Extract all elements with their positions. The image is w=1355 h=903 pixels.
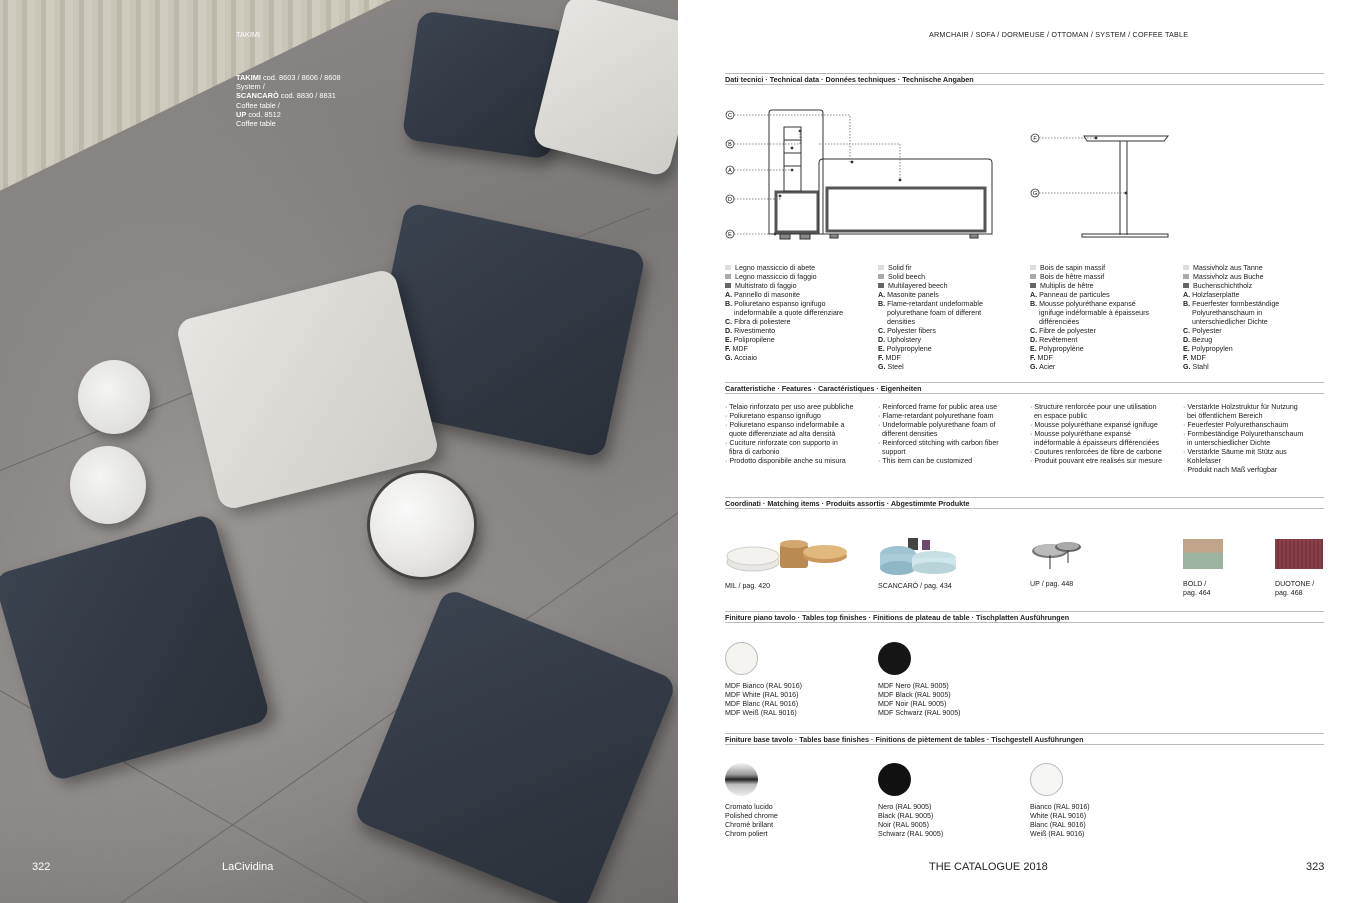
material-row <box>1183 354 1279 363</box>
feature-line: Kohlefaser <box>1183 457 1221 465</box>
finish-swatch-white[interactable] <box>725 642 758 675</box>
finish-label: Bianco (RAL 9016) White (RAL 9016) Blanc (RAL 9016) Weiß (RAL 9016) <box>1030 803 1090 838</box>
material-row <box>1183 345 1279 354</box>
material-text: Massivholz aus Tanne <box>1193 264 1263 272</box>
material-row <box>878 318 983 327</box>
matching-label[interactable]: BOLD / pag. 464 <box>1183 580 1211 597</box>
feature-line: · Mousse polyuréthane expansé <box>1030 430 1131 438</box>
page-number-left: 322 <box>32 861 51 873</box>
feature-line: bei öffentlichem Bereich <box>1183 412 1263 420</box>
callout-labels <box>726 111 734 238</box>
finish-swatch-black[interactable] <box>878 763 911 796</box>
material-text: Feuerfester formbeständige <box>1192 300 1280 308</box>
section-features: Caratteristiche · Features · Caractéristiques · Eigenheiten <box>725 382 1324 394</box>
feature-line: indéformable à épaisseurs différenciées <box>1030 439 1160 447</box>
material-row <box>1030 291 1149 300</box>
caption-line: Coffee table / <box>236 100 280 110</box>
feature-line: · Mousse polyuréthane expansé ignifuge <box>1030 421 1158 429</box>
material-text: Polyester <box>1192 327 1222 335</box>
material-text: MDF <box>732 345 748 353</box>
page-number-right: 323 <box>1306 861 1325 873</box>
feature-line: · Telaio rinforzato per uso aree pubbliche <box>725 403 854 411</box>
ottoman-outline <box>819 159 992 234</box>
photo-section-label: TAKIMI <box>236 30 261 39</box>
material-text: MDF <box>885 354 901 362</box>
material-key: F. <box>1183 354 1189 362</box>
material-key: G. <box>1030 363 1038 371</box>
materials-column <box>1183 264 1279 372</box>
material-row <box>1030 300 1149 309</box>
material-text: MDF <box>1037 354 1053 362</box>
feature-line: quote differenziate ad alta densità <box>725 430 836 438</box>
material-row <box>878 336 983 345</box>
material-row <box>1030 318 1149 327</box>
material-text: densities <box>887 318 915 326</box>
ottoman-dark <box>352 587 677 903</box>
armchair-base <box>776 192 818 232</box>
materials-column <box>1030 264 1149 372</box>
material-swatch <box>1030 274 1036 279</box>
feature-line: in unterschiedlicher Dichte <box>1183 439 1271 447</box>
material-row <box>725 336 843 345</box>
material-key: D. <box>725 327 733 335</box>
material-key: E. <box>725 336 732 344</box>
material-key: B. <box>1183 300 1191 308</box>
material-text: Fibre de polyester <box>1039 327 1096 335</box>
technical-drawing <box>720 100 1180 245</box>
material-row <box>725 309 843 318</box>
material-row <box>725 327 843 336</box>
material-swatch <box>1030 283 1036 288</box>
features-column <box>1030 403 1162 466</box>
caption-line: System / <box>236 82 265 92</box>
photo-caption <box>236 73 341 128</box>
material-text: Polyurethanschaum in <box>1192 309 1263 317</box>
feature-line: · Verstärkte Säume mit Stütz aus <box>1183 448 1287 456</box>
callout-D: D <box>728 197 732 203</box>
material-text: Acciaio <box>734 354 757 362</box>
material-text: Solid fir <box>888 264 912 272</box>
material-row <box>1183 282 1279 291</box>
stool-white <box>70 446 146 524</box>
materials-column <box>878 264 983 372</box>
finish-swatch-chrome[interactable] <box>725 763 758 796</box>
material-row <box>1030 336 1149 345</box>
material-key: F. <box>725 345 731 353</box>
materials-column <box>725 264 843 363</box>
material-row <box>725 282 843 291</box>
material-key: G. <box>1183 363 1191 371</box>
material-key: F. <box>878 354 884 362</box>
material-row <box>878 309 983 318</box>
material-text: Multilayered beech <box>888 282 948 290</box>
material-key: A. <box>1183 291 1191 299</box>
foot <box>780 234 790 239</box>
feature-line: · This item can be customized <box>878 457 973 465</box>
section-technical-data: Dati tecnici · Technical data · Données techniques · Technische Angaben <box>725 73 1324 85</box>
feature-line: · Prodotto disponibile anche su misura <box>725 457 846 465</box>
material-swatch <box>1183 265 1189 270</box>
material-swatch <box>878 274 884 279</box>
thumb-mil[interactable] <box>725 532 850 577</box>
finish-label: MDF Bianco (RAL 9016) MDF White (RAL 9016) MDF Blanc (RAL 9016) MDF Weiß (RAL 9016) <box>725 682 803 717</box>
material-key: B. <box>1030 300 1038 308</box>
material-text: Buchenschichtholz <box>1193 282 1253 290</box>
material-text: Bois de sapin massif <box>1040 264 1106 272</box>
material-key: B. <box>878 300 886 308</box>
material-text: Polyester fibers <box>887 327 936 335</box>
material-key: C. <box>725 318 733 326</box>
coffee-table-drawing <box>1082 136 1168 237</box>
material-text: Solid beech <box>888 273 926 281</box>
material-swatch <box>725 274 731 279</box>
stool-white <box>78 360 150 434</box>
material-row <box>1030 345 1149 354</box>
material-key: C. <box>1030 327 1038 335</box>
material-key: D. <box>878 336 886 344</box>
material-key: E. <box>1030 345 1037 353</box>
material-row <box>1183 273 1279 282</box>
feature-line: · Coutures renforcées de fibre de carbone <box>1030 448 1162 456</box>
material-text: Revêtement <box>1039 336 1078 344</box>
material-row <box>1183 264 1279 273</box>
material-text: Holzfaserplatte <box>1192 291 1240 299</box>
material-row <box>878 273 983 282</box>
material-row <box>1183 300 1279 309</box>
brand-logo: LaCividina <box>222 861 274 873</box>
material-row <box>725 345 843 354</box>
material-swatch <box>1183 274 1189 279</box>
material-text: Legno massiccio di faggio <box>735 273 817 281</box>
material-text: Polypropylene <box>886 345 932 353</box>
thumb-bold[interactable] <box>1183 539 1223 569</box>
material-text: Pannello di masonite <box>734 291 800 299</box>
material-row <box>878 300 983 309</box>
material-key: C. <box>1183 327 1191 335</box>
material-text: indeformabile a quote differenziare <box>734 309 844 317</box>
material-row <box>1030 264 1149 273</box>
feature-line: support <box>878 448 906 456</box>
material-row <box>1030 282 1149 291</box>
foot <box>800 234 810 239</box>
section-top-finishes: Finiture piano tavolo · Tables top finishes · Finitions de plateau de table · Tischplatten Ausführungen <box>725 611 1324 623</box>
feature-line: · Reinforced frame for public area use <box>878 403 998 411</box>
material-text: différenciées <box>1039 318 1080 326</box>
material-text: Poliuretano espanso ignifugo <box>734 300 826 308</box>
material-row <box>1030 273 1149 282</box>
material-text: ignifuge indéformable à épaisseurs <box>1039 309 1150 317</box>
ottoman-light <box>531 0 678 178</box>
feature-line: en espace public <box>1030 412 1088 420</box>
material-text: Masonite panels <box>887 291 939 299</box>
caption-line: UP cod. 8512 <box>236 109 281 119</box>
feature-line: · Produkt nach Maß verfügbar <box>1183 466 1278 474</box>
material-text: Multistrato di faggio <box>735 282 797 290</box>
material-swatch <box>878 283 884 288</box>
finish-swatch-white[interactable] <box>1030 763 1063 796</box>
material-key: D. <box>1183 336 1191 344</box>
thumb-duotone[interactable] <box>1275 539 1323 569</box>
finish-swatch-black[interactable] <box>878 642 911 675</box>
material-text: unterschiedlicher Dichte <box>1192 318 1268 326</box>
material-key: E. <box>878 345 885 353</box>
material-row <box>878 282 983 291</box>
matching-label[interactable]: MIL / pag. 420 <box>725 582 771 590</box>
features-column <box>725 403 853 466</box>
feature-line: · Reinforced stitching with carbon fiber <box>878 439 999 447</box>
material-key: D. <box>1030 336 1038 344</box>
material-row <box>1030 327 1149 336</box>
material-text: polyurethane foam of different <box>887 309 982 317</box>
material-row <box>1183 318 1279 327</box>
feature-line: · Poliuretano espanso indeformabile a <box>725 421 845 429</box>
material-row <box>878 345 983 354</box>
material-text: Multiplis de hêtre <box>1040 282 1094 290</box>
features-column <box>878 403 999 466</box>
ottoman-dark <box>0 513 271 783</box>
material-swatch <box>878 265 884 270</box>
feature-line: different densities <box>878 430 938 438</box>
feature-line: · Produit pouvant etre realisés sur mesure <box>1030 457 1163 465</box>
material-row <box>1030 309 1149 318</box>
material-row <box>725 354 843 363</box>
feature-line: · Formbeständige Polyurethanschaum <box>1183 430 1304 438</box>
callout-A: A <box>728 168 732 174</box>
category-header: ARMCHAIR / SOFA / DORMEUSE / OTTOMAN / SYSTEM / COFFEE TABLE <box>929 30 1189 39</box>
matching-label[interactable]: UP / pag. 448 <box>1030 580 1074 588</box>
feature-line: · Structure renforcée pour une utilisation <box>1030 403 1157 411</box>
feature-line: · Verstärkte Holzstruktur für Nutzung <box>1183 403 1298 411</box>
material-text: Legno massiccio di abete <box>735 264 816 272</box>
material-text: Rivestimento <box>734 327 776 335</box>
callout-B: B <box>728 142 732 148</box>
material-row <box>878 264 983 273</box>
catalogue-title: THE CATALOGUE 2018 <box>929 861 1048 873</box>
material-row <box>725 291 843 300</box>
feature-line: · Flame-retardant polyurethane foam <box>878 412 994 420</box>
material-text: Polypropylène <box>1038 345 1084 353</box>
material-row <box>725 300 843 309</box>
material-row <box>725 264 843 273</box>
material-key: E. <box>1183 345 1190 353</box>
thumb-scancaro[interactable] <box>878 530 963 578</box>
matching-label[interactable]: SCANCARÒ / pag. 434 <box>878 582 952 590</box>
section-base-finishes: Finiture base tavolo · Tables base finishes · Finitions de piètement de tables · Tischgestell Ausführungen <box>725 733 1324 745</box>
material-row <box>1183 309 1279 318</box>
material-key: G. <box>878 363 886 371</box>
callout-G: G <box>1032 191 1038 197</box>
material-key: A. <box>1030 291 1038 299</box>
material-row <box>1183 291 1279 300</box>
material-key: A. <box>878 291 886 299</box>
finish-label: Cromato lucido Polished chrome Chromé brillant Chrom poliert <box>725 803 778 838</box>
material-row <box>878 354 983 363</box>
material-row <box>1183 327 1279 336</box>
material-text: Polipropilene <box>733 336 775 344</box>
feature-line: fibra di carbonio <box>725 448 780 456</box>
material-row <box>1030 363 1149 372</box>
material-key: F. <box>1030 354 1036 362</box>
material-text: Polypropylen <box>1191 345 1233 353</box>
material-swatch <box>725 265 731 270</box>
finish-label: MDF Nero (RAL 9005) MDF Black (RAL 9005) MDF Noir (RAL 9005) MDF Schwarz (RAL 9005) <box>878 682 961 717</box>
caption-line: SCANCARÒ cod. 8830 / 8831 <box>236 91 336 101</box>
callout-C: C <box>728 113 732 119</box>
material-text: MDF <box>1190 354 1206 362</box>
thumb-up[interactable] <box>1030 535 1085 575</box>
caption-line: Coffee table <box>236 119 276 129</box>
material-row <box>878 327 983 336</box>
material-text: Bois de hêtre massif <box>1040 273 1105 281</box>
callout-F: F <box>1033 136 1037 142</box>
material-key: G. <box>725 354 733 362</box>
matching-label[interactable]: DUOTONE / pag. 468 <box>1275 580 1315 597</box>
material-row <box>878 291 983 300</box>
material-text: Stahl <box>1192 363 1209 371</box>
ottoman-base <box>827 188 985 231</box>
feature-line: · Cuciture rinforzate con supporto in <box>725 439 838 447</box>
callout-E: E <box>728 232 732 238</box>
material-text: Mousse polyuréthane expansé <box>1039 300 1136 308</box>
material-text: Acier <box>1039 363 1056 371</box>
material-row <box>725 318 843 327</box>
armchair-back-foam <box>784 127 801 191</box>
material-row <box>878 363 983 372</box>
material-text: Flame-retardant undeformable <box>887 300 983 308</box>
material-text: Bezug <box>1192 336 1213 344</box>
wood-floor-strip <box>0 0 460 220</box>
material-key: A. <box>725 291 733 299</box>
material-row <box>1183 363 1279 372</box>
material-swatch <box>1030 265 1036 270</box>
material-key: C. <box>878 327 886 335</box>
section-matching-items: Coordinati · Matching items · Produits assortis · Abgestimmte Produkte <box>725 497 1324 509</box>
feature-line: · Poliuretano espanso ignifugo <box>725 412 821 420</box>
material-text: Fibra di poliestere <box>734 318 791 326</box>
material-text: Massivholz aus Buche <box>1193 273 1264 281</box>
material-row <box>1030 354 1149 363</box>
features-column <box>1183 403 1303 475</box>
up-coffee-table <box>367 470 477 580</box>
finish-label: Nero (RAL 9005) Black (RAL 9005) Noir (RAL 9005) Schwarz (RAL 9005) <box>878 803 944 838</box>
material-text: Upholstery <box>887 336 921 344</box>
material-swatch <box>1183 283 1189 288</box>
material-key: B. <box>725 300 733 308</box>
material-text: Panneau de particules <box>1039 291 1110 299</box>
material-text: Steel <box>887 363 904 371</box>
feature-line: · Feuerfester Polyurethanschaum <box>1183 421 1289 429</box>
material-swatch <box>725 283 731 288</box>
caption-line: TAKIMI cod. 8603 / 8606 / 8608 <box>236 73 341 82</box>
material-row <box>725 273 843 282</box>
feature-line: · Undeformable polyurethane foam of <box>878 421 996 429</box>
material-row <box>1183 336 1279 345</box>
